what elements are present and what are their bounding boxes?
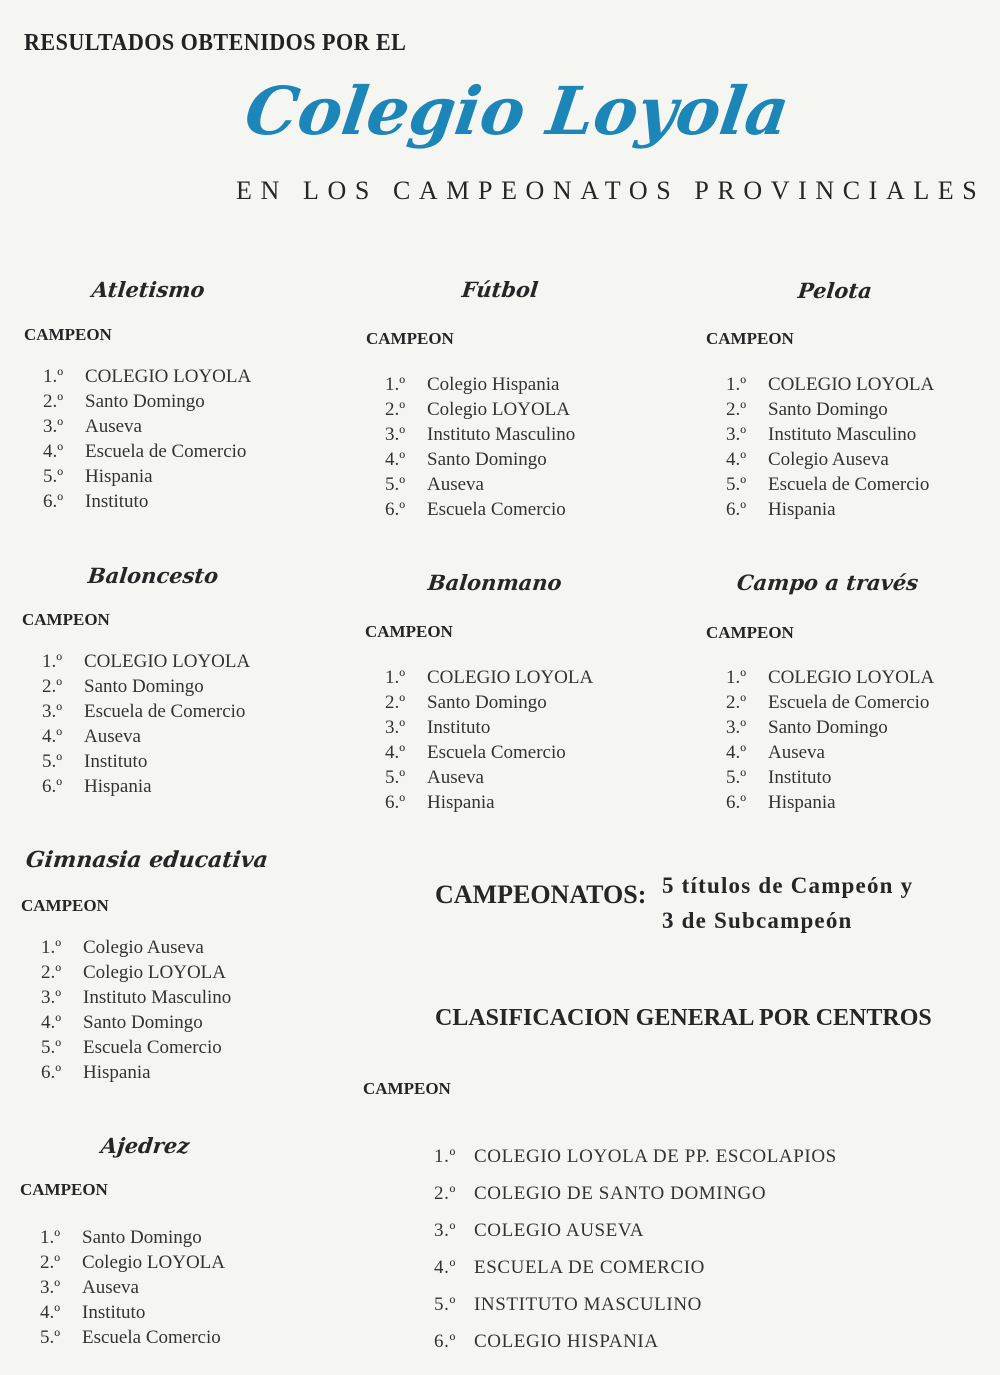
- sport-title: Fútbol: [460, 277, 540, 302]
- list-item: 4.º Escuela de Comercio: [43, 441, 247, 462]
- ranking-list: [385, 665, 593, 815]
- list-item: 5.º Escuela de Comercio: [726, 474, 930, 495]
- sport-title: Ajedrez: [99, 1133, 191, 1158]
- campeon-label: CAMPEON: [20, 1180, 108, 1199]
- list-item: 5.º Auseva: [385, 474, 484, 495]
- general-ranking-list: [434, 1138, 837, 1360]
- header-subtitle: EN LOS CAMPEONATOS PROVINCIALES: [236, 176, 986, 205]
- campeon-label: CAMPEON: [21, 896, 109, 915]
- sport-title: Baloncesto: [86, 563, 220, 588]
- list-item: 5.º Auseva: [385, 767, 484, 788]
- list-item: 4.º Escuela Comercio: [385, 742, 566, 763]
- sport-title: Pelota: [796, 278, 874, 303]
- list-item: 1.º COLEGIO LOYOLA: [385, 667, 594, 688]
- list-item: 1.º COLEGIO LOYOLA: [43, 366, 252, 387]
- campeon-label: CAMPEON: [363, 1079, 451, 1098]
- ranking-list: [726, 665, 934, 815]
- list-item: 4.º Auseva: [42, 726, 141, 747]
- list-item: 2.º Santo Domingo: [42, 676, 204, 697]
- ranking-list: [40, 1225, 225, 1350]
- list-item: 2.º Colegio LOYOLA: [385, 399, 571, 420]
- list-item: 6.º Hispania: [41, 1062, 151, 1083]
- ranking-list: [41, 935, 231, 1085]
- list-item: 5.º INSTITUTO MASCULINO: [434, 1294, 702, 1315]
- ranking-list: [726, 372, 934, 522]
- list-item: 3.º Auseva: [40, 1277, 139, 1298]
- list-item: 3.º Instituto Masculino: [385, 424, 576, 445]
- list-item: 6.º Hispania: [42, 776, 152, 797]
- list-item: 4.º Colegio Auseva: [726, 449, 889, 470]
- list-item: 3.º COLEGIO AUSEVA: [434, 1220, 645, 1241]
- ranking-list: [42, 649, 250, 799]
- summary-label: CAMPEONATOS:: [435, 880, 647, 909]
- campeon-label: CAMPEON: [706, 329, 794, 348]
- list-item: 5.º Hispania: [43, 466, 153, 487]
- list-item: 3.º Santo Domingo: [726, 717, 888, 738]
- list-item: 1.º Colegio Hispania: [385, 374, 560, 395]
- list-item: 4.º Instituto: [40, 1302, 146, 1323]
- list-item: 4.º Santo Domingo: [41, 1012, 203, 1033]
- list-item: 1.º Colegio Auseva: [41, 937, 204, 958]
- list-item: 5.º Escuela Comercio: [40, 1327, 221, 1348]
- list-item: 6.º COLEGIO HISPANIA: [434, 1331, 659, 1352]
- campeon-label: CAMPEON: [24, 325, 112, 344]
- list-item: 2.º Escuela de Comercio: [726, 692, 930, 713]
- summary-text: [662, 868, 913, 938]
- ranking-list: [385, 372, 575, 522]
- brand-title: Colegio Loyola: [240, 72, 794, 150]
- list-item: 4.º ESCUELA DE COMERCIO: [434, 1257, 705, 1278]
- list-item: 3.º Auseva: [43, 416, 142, 437]
- list-item: 1.º Santo Domingo: [40, 1227, 202, 1248]
- list-item: 2.º Santo Domingo: [43, 391, 205, 412]
- list-item: 5.º Instituto: [42, 751, 148, 772]
- list-item: 3.º Escuela de Comercio: [42, 701, 246, 722]
- campeon-label: CAMPEON: [706, 623, 794, 642]
- sport-title: Atletismo: [90, 277, 207, 302]
- sport-title: Gimnasia educativa: [24, 847, 270, 873]
- list-item: 6.º Hispania: [726, 499, 836, 520]
- list-item: 6.º Hispania: [726, 792, 836, 813]
- list-item: 1.º COLEGIO LOYOLA: [726, 667, 935, 688]
- list-item: 1.º COLEGIO LOYOLA: [726, 374, 935, 395]
- list-item: 1.º COLEGIO LOYOLA DE PP. ESCOLAPIOS: [434, 1146, 837, 1167]
- ranking-list: [43, 364, 251, 514]
- campeon-label: CAMPEON: [366, 329, 454, 348]
- list-item: 4.º Auseva: [726, 742, 825, 763]
- list-item: 2.º Colegio LOYOLA: [41, 962, 227, 983]
- campeon-label: CAMPEON: [365, 622, 453, 641]
- sport-title: Campo a través: [735, 570, 920, 595]
- list-item: 2.º Santo Domingo: [385, 692, 547, 713]
- list-item: 2.º Colegio LOYOLA: [40, 1252, 226, 1273]
- list-item: 3.º Instituto Masculino: [41, 987, 232, 1008]
- general-title: CLASIFICACION GENERAL POR CENTROS: [435, 1005, 932, 1031]
- list-item: 6.º Hispania: [385, 792, 495, 813]
- sport-title: Balonmano: [426, 570, 564, 595]
- list-item: 3.º Instituto Masculino: [726, 424, 917, 445]
- header-kicker: RESULTADOS OBTENIDOS POR EL: [24, 30, 407, 56]
- list-item: 4.º Santo Domingo: [385, 449, 547, 470]
- list-item: 1.º COLEGIO LOYOLA: [42, 651, 251, 672]
- campeon-label: CAMPEON: [22, 610, 110, 629]
- list-item: 3.º Instituto: [385, 717, 491, 738]
- list-item: 5.º Escuela Comercio: [41, 1037, 222, 1058]
- list-item: 2.º COLEGIO DE SANTO DOMINGO: [434, 1183, 767, 1204]
- summary-line-titles: 5 títulos de Campeón y: [662, 873, 914, 898]
- list-item: 5.º Instituto: [726, 767, 832, 788]
- list-item: 6.º Instituto: [43, 491, 149, 512]
- summary-line-subtitles: 3 de Subcampeón: [662, 908, 853, 933]
- list-item: 2.º Santo Domingo: [726, 399, 888, 420]
- list-item: 6.º Escuela Comercio: [385, 499, 566, 520]
